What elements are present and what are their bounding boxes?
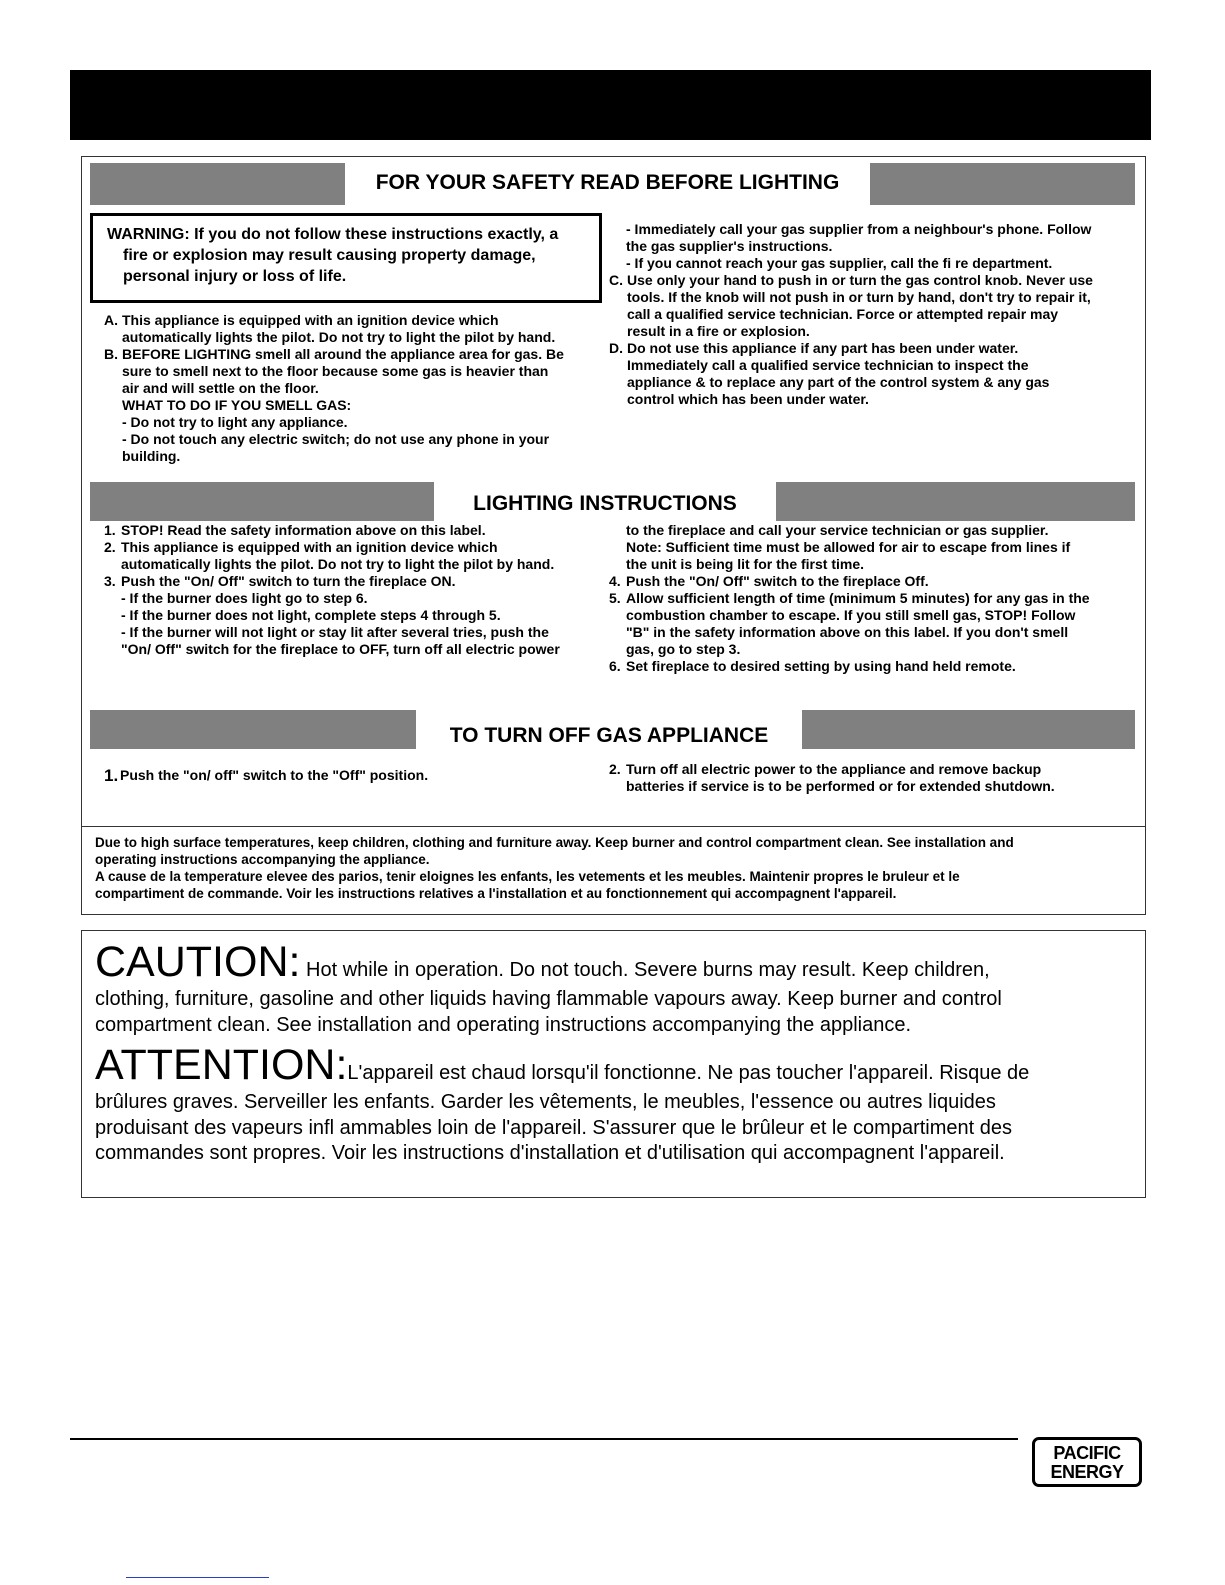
lighting-right-column: [609, 522, 1139, 675]
warning-line-1: WARNING: If you do not follow these instructions exactly, a: [107, 226, 559, 243]
lighting-step-5: 5. Allow sufficient length of time (minimum 5 minutes) for any gas in the combustion chamber to escape. If you still smell gas, STOP! Follow "B" in the safety information above on this label. If you don't smell gas, go to step 3.: [609, 590, 1090, 657]
lighting-step-3: 3. Push the "On/ Off" switch to turn the fireplace ON. - If the burner does light go to step 6. - If the burner does not light, complete steps 4 through 5. - If the burner will not light or stay lit after several tries, push the "On/ Off" switch for the fireplace to OFF, turn off all electric power: [104, 573, 560, 657]
banner-bar-left: [90, 710, 416, 749]
banner-bar-right: [802, 710, 1135, 749]
turnoff-step-2: 2. Turn off all electric power to the appliance and remove backup batteries if service is to be performed or for extended shutdown.: [609, 761, 1055, 794]
lighting-step-2: 2. This appliance is equipped with an ignition device which automatically lights the pilot. Do not try to light the pilot by hand.: [104, 539, 555, 572]
pacific-energy-logo: PACIFIC ENERGY: [1032, 1437, 1142, 1487]
safety-item-a: A. This appliance is equipped with an ignition device which automatically lights the pilot. Do not try to light the pilot by hand.: [104, 312, 556, 345]
turnoff-step-1: 1. Push the "on/ off" switch to the "Off" position.: [104, 766, 429, 785]
header-bar: [70, 70, 1151, 140]
safety-right-column: [609, 221, 1139, 408]
warning-line-2: fire or explosion may result causing property damage,: [123, 247, 536, 264]
caution-label: CAUTION: Hot while in operation. Do not touch. Severe burns may result. Keep children, clothing, furniture, gasoline and other liquids having flammable vapours away. Keep burner and control compartment clean. See installation and operating instructions accompanying the appliance. ATTENTION:L'appareil est chaud lorsqu'il fonctionne. Ne pas toucher l'appareil. Risque de brûlures graves. Serveiller les enfants. Garder les vêtements, le meubles, l'essence ou autres liquides produisant des vapeurs infl ammables loin de l'appareil. S'assurer que le brûleur et le compartiment des commandes sont propres. Voir les instructions d'installation et d'utilisation qui accompagnent l'appareil.: [81, 930, 1146, 1198]
safety-left-column: [104, 312, 594, 465]
lighting-banner: [90, 482, 1135, 521]
safety-gas-sub: - Immediately call your gas supplier from a neighbour's phone. Follow the gas supplier's instructions. - If you cannot reach your gas supplier, call the fi re department.: [626, 221, 1092, 271]
caution-first-line: CAUTION: Hot while in operation. Do not touch. Severe burns may result. Keep children,: [95, 938, 990, 986]
caution-heading: CAUTION:: [95, 938, 301, 986]
safety-banner: [90, 163, 1135, 205]
lighting-left-column: [104, 522, 599, 658]
turnoff-title: TO TURN OFF GAS APPLIANCE: [449, 724, 769, 747]
lighting-step-6: 6. Set fireplace to desired setting by using hand held remote.: [609, 658, 1016, 674]
lighting-step-4: 4. Push the "On/ Off" switch to the fireplace Off.: [609, 573, 929, 589]
warning-line-3: personal injury or loss of life.: [123, 268, 347, 285]
warning-box: [90, 213, 602, 303]
banner-bar-left: [90, 163, 345, 205]
banner-bar-left: [90, 482, 434, 521]
attention-first-line: ATTENTION:L'appareil est chaud lorsqu'il fonctionne. Ne pas toucher l'appareil. Risque de: [95, 1041, 1030, 1089]
safety-title: FOR YOUR SAFETY READ BEFORE LIGHTING: [375, 171, 840, 194]
temperature-notice: Due to high surface temperatures, keep children, clothing and furniture away. Keep burner and control compartment clean. See installation and operating instructions accompanying the appliance. A cause de la temperature elevee des parios, tenir eloignes les enfants, les vetements et les meubles. Maintenir propres le bruleur et le compartiment de commande. Voir les instructions relatives a l'installation et au fonctionnement qui accompagnent l'appareil.: [82, 826, 1145, 914]
footer-rule: [70, 1438, 1018, 1440]
lighting-step-3-continued: to the fireplace and call your service technician or gas supplier. Note: Sufficient time must be allowed for air to escape from lines if the unit is being lit for the first time.: [626, 522, 1071, 572]
safety-item-c: C. Use only your hand to push in or turn the gas control knob. Never use tools. If the knob will not push in or turn by hand, don't try to repair it, call a qualified service technician. Force or attempted repair may result in a fire or explosion.: [609, 272, 1093, 339]
warning-lead: WARNING:: [107, 226, 190, 243]
safety-item-d: D. Do not use this appliance if any part has been under water. Immediately call a qualified service technician to inspect the appliance & to replace any part of the control system & any gas control which has been under water.: [609, 340, 1050, 407]
banner-bar-right: [870, 163, 1135, 205]
lighting-title: LIGHTING INSTRUCTIONS: [473, 492, 737, 515]
safety-item-b: B. BEFORE LIGHTING smell all around the appliance area for gas. Be sure to smell next to the floor because some gas is heavier than air and will settle on the floor. WHAT TO DO IF YOU SMELL GAS: - Do not try to light any appliance. - Do not touch any electric switch; do not use any phone in your building.: [104, 346, 564, 464]
lighting-step-1: 1. STOP! Read the safety information above on this label.: [104, 522, 486, 538]
turnoff-banner: [90, 710, 1135, 749]
safety-label: [81, 156, 1146, 915]
link-underline[interactable]: [126, 1577, 269, 1578]
attention-heading: ATTENTION:: [95, 1041, 348, 1089]
banner-bar-right: [776, 482, 1135, 521]
